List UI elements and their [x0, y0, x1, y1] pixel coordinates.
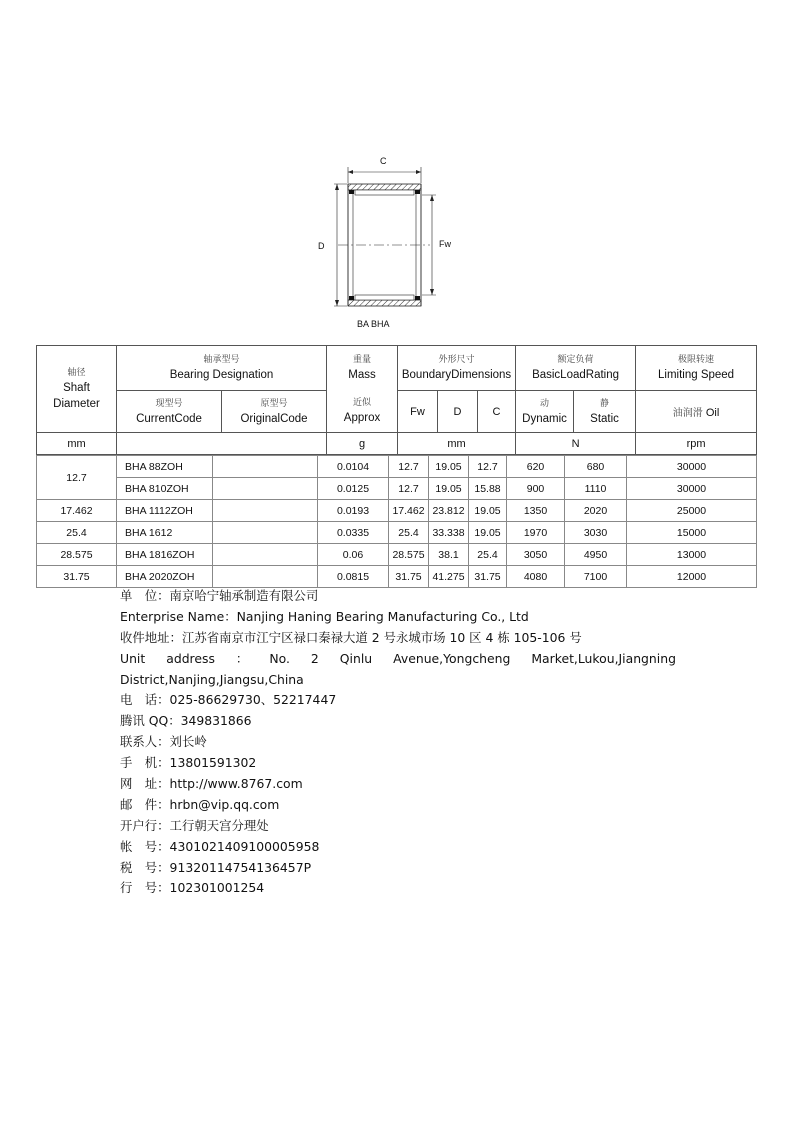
speed-cell: 30000 — [627, 456, 757, 478]
unit-mass: g — [327, 433, 398, 455]
approx-header: 近似 Approx — [327, 391, 398, 433]
c-cell: 25.4 — [469, 544, 507, 566]
c-cell: 19.05 — [469, 522, 507, 544]
load-header: 额定负荷 BasicLoadRating — [516, 346, 636, 391]
current-code-cell: BHA 2020ZOH — [117, 566, 213, 588]
speed-cell: 30000 — [627, 478, 757, 500]
d-cell: 38.1 — [429, 544, 469, 566]
designation-header: 轴承型号 Bearing Designation — [117, 346, 327, 391]
d-cell: 19.05 — [429, 478, 469, 500]
fw-cell: 31.75 — [389, 566, 429, 588]
account: 帐 号：4301021409100005958 — [120, 838, 320, 854]
fw-header: Fw — [398, 391, 438, 433]
dynamic-header: 动 Dynamic — [516, 391, 574, 433]
unit-dims: mm — [398, 433, 516, 455]
bank: 开户行：工行朝天宫分理处 — [120, 817, 269, 833]
current-code-cell: BHA 1816ZOH — [117, 544, 213, 566]
original-code-cell — [213, 478, 318, 500]
current-code-cell: BHA 88ZOH — [117, 456, 213, 478]
bank-number: 行 号：102301001254 — [120, 880, 265, 896]
address-word: ： — [235, 650, 249, 666]
original-code-cell — [213, 522, 318, 544]
address-word: No. — [269, 650, 290, 666]
address-en-2: District,Nanjing,Jiangsu,China — [120, 671, 304, 687]
shaft-header: 轴径 Shaft Diameter — [37, 346, 117, 433]
tax-number: 税 号：91320114754136457P — [120, 859, 312, 875]
fw-cell: 28.575 — [389, 544, 429, 566]
c-cell: 12.7 — [469, 456, 507, 478]
boundary-header: 外形尺寸 BoundaryDimensions — [398, 346, 516, 391]
table-row — [37, 478, 757, 500]
address-word: Qinlu — [339, 650, 373, 666]
current-code-cell: BHA 1612 — [117, 522, 213, 544]
dynamic-cell: 1970 — [507, 522, 565, 544]
original-code-header: 原型号 OriginalCode — [222, 391, 327, 433]
static-cell: 1110 — [565, 478, 627, 500]
spec-header-table — [36, 345, 757, 455]
static-cell: 3030 — [565, 522, 627, 544]
unit-blank — [117, 433, 327, 455]
mobile: 手 机：13801591302 — [120, 755, 257, 771]
spec-data-table — [36, 455, 757, 588]
website: 网 址：http://www.8767.com — [120, 776, 303, 792]
c-header: C — [478, 391, 516, 433]
mass-cell: 0.0104 — [318, 456, 389, 478]
address-word: address — [166, 650, 215, 666]
speed-cell: 15000 — [627, 522, 757, 544]
d-cell: 41.275 — [429, 566, 469, 588]
dim-d-label: D — [318, 241, 325, 251]
shaft-cell: 12.7 — [37, 456, 117, 500]
address-en — [120, 649, 676, 670]
shaft-cell: 31.75 — [37, 566, 117, 588]
speed-cell: 13000 — [627, 544, 757, 566]
d-cell: 33.338 — [429, 522, 469, 544]
shaft-cell: 28.575 — [37, 544, 117, 566]
unit-speed: rpm — [636, 433, 757, 455]
speed-header: 极限转速 Limiting Speed — [636, 346, 757, 391]
static-header: 静 Static — [574, 391, 636, 433]
mass-cell: 0.0125 — [318, 478, 389, 500]
original-code-cell — [213, 456, 318, 478]
d-header: D — [438, 391, 478, 433]
bearing-diagram — [300, 150, 480, 335]
fw-cell: 12.7 — [389, 478, 429, 500]
dim-c-label: C — [380, 156, 387, 166]
shaft-cell: 25.4 — [37, 522, 117, 544]
address-word: 2 — [310, 650, 319, 666]
table-row — [37, 500, 757, 522]
current-code-header: 现型号 CurrentCode — [117, 391, 222, 433]
dim-fw-label: Fw — [439, 239, 451, 249]
address-word: Unit — [120, 650, 146, 666]
diagram-caption: BA BHA — [357, 319, 390, 329]
address-word: Market,Lukou,Jiangning — [531, 650, 676, 666]
c-cell: 19.05 — [469, 500, 507, 522]
table-row — [37, 566, 757, 588]
table-row — [37, 522, 757, 544]
mass-cell: 0.0193 — [318, 500, 389, 522]
mass-cell: 0.0815 — [318, 566, 389, 588]
c-cell: 31.75 — [469, 566, 507, 588]
static-cell: 680 — [565, 456, 627, 478]
company-unit: 单 位：南京哈宁轴承制造有限公司 — [120, 588, 319, 603]
oil-header: 油润滑 Oil — [636, 391, 757, 433]
contact-person: 联系人：刘长岭 — [120, 734, 207, 750]
speed-cell: 25000 — [627, 500, 757, 522]
d-cell: 23.812 — [429, 500, 469, 522]
unit-shaft: mm — [37, 433, 117, 455]
address-zh: 收件地址：江苏省南京市江宁区禄口秦禄大道 2 号永城市场 10 区 4 栋 105-106 号 — [120, 629, 582, 645]
phone: 电 话：025-86629730、52217447 — [120, 692, 337, 708]
speed-cell: 12000 — [627, 566, 757, 588]
fw-cell: 12.7 — [389, 456, 429, 478]
unit-load: N — [516, 433, 636, 455]
current-code-cell: BHA 1112ZOH — [117, 500, 213, 522]
mass-header: 重量 Mass — [327, 346, 398, 391]
c-cell: 15.88 — [469, 478, 507, 500]
dynamic-cell: 1350 — [507, 500, 565, 522]
static-cell: 7100 — [565, 566, 627, 588]
fw-cell: 17.462 — [389, 500, 429, 522]
table-row — [37, 456, 757, 478]
mass-cell: 0.06 — [318, 544, 389, 566]
dynamic-cell: 3050 — [507, 544, 565, 566]
current-code-cell: BHA 810ZOH — [117, 478, 213, 500]
fw-cell: 25.4 — [389, 522, 429, 544]
qq: 腾讯 QQ：349831866 — [120, 713, 252, 729]
original-code-cell — [213, 500, 318, 522]
email: 邮 件：hrbn@vip.qq.com — [120, 796, 280, 812]
mass-cell: 0.0335 — [318, 522, 389, 544]
d-cell: 19.05 — [429, 456, 469, 478]
static-cell: 4950 — [565, 544, 627, 566]
original-code-cell — [213, 566, 318, 588]
dynamic-cell: 620 — [507, 456, 565, 478]
address-word: Avenue,Yongcheng — [393, 650, 511, 666]
contact-info — [120, 586, 676, 899]
dynamic-cell: 4080 — [507, 566, 565, 588]
shaft-cell: 17.462 — [37, 500, 117, 522]
original-code-cell — [213, 544, 318, 566]
table-row — [37, 544, 757, 566]
dynamic-cell: 900 — [507, 478, 565, 500]
static-cell: 2020 — [565, 500, 627, 522]
enterprise-name: Enterprise Name：Nanjing Haning Bearing Manufacturing Co., Ltd — [120, 608, 529, 624]
